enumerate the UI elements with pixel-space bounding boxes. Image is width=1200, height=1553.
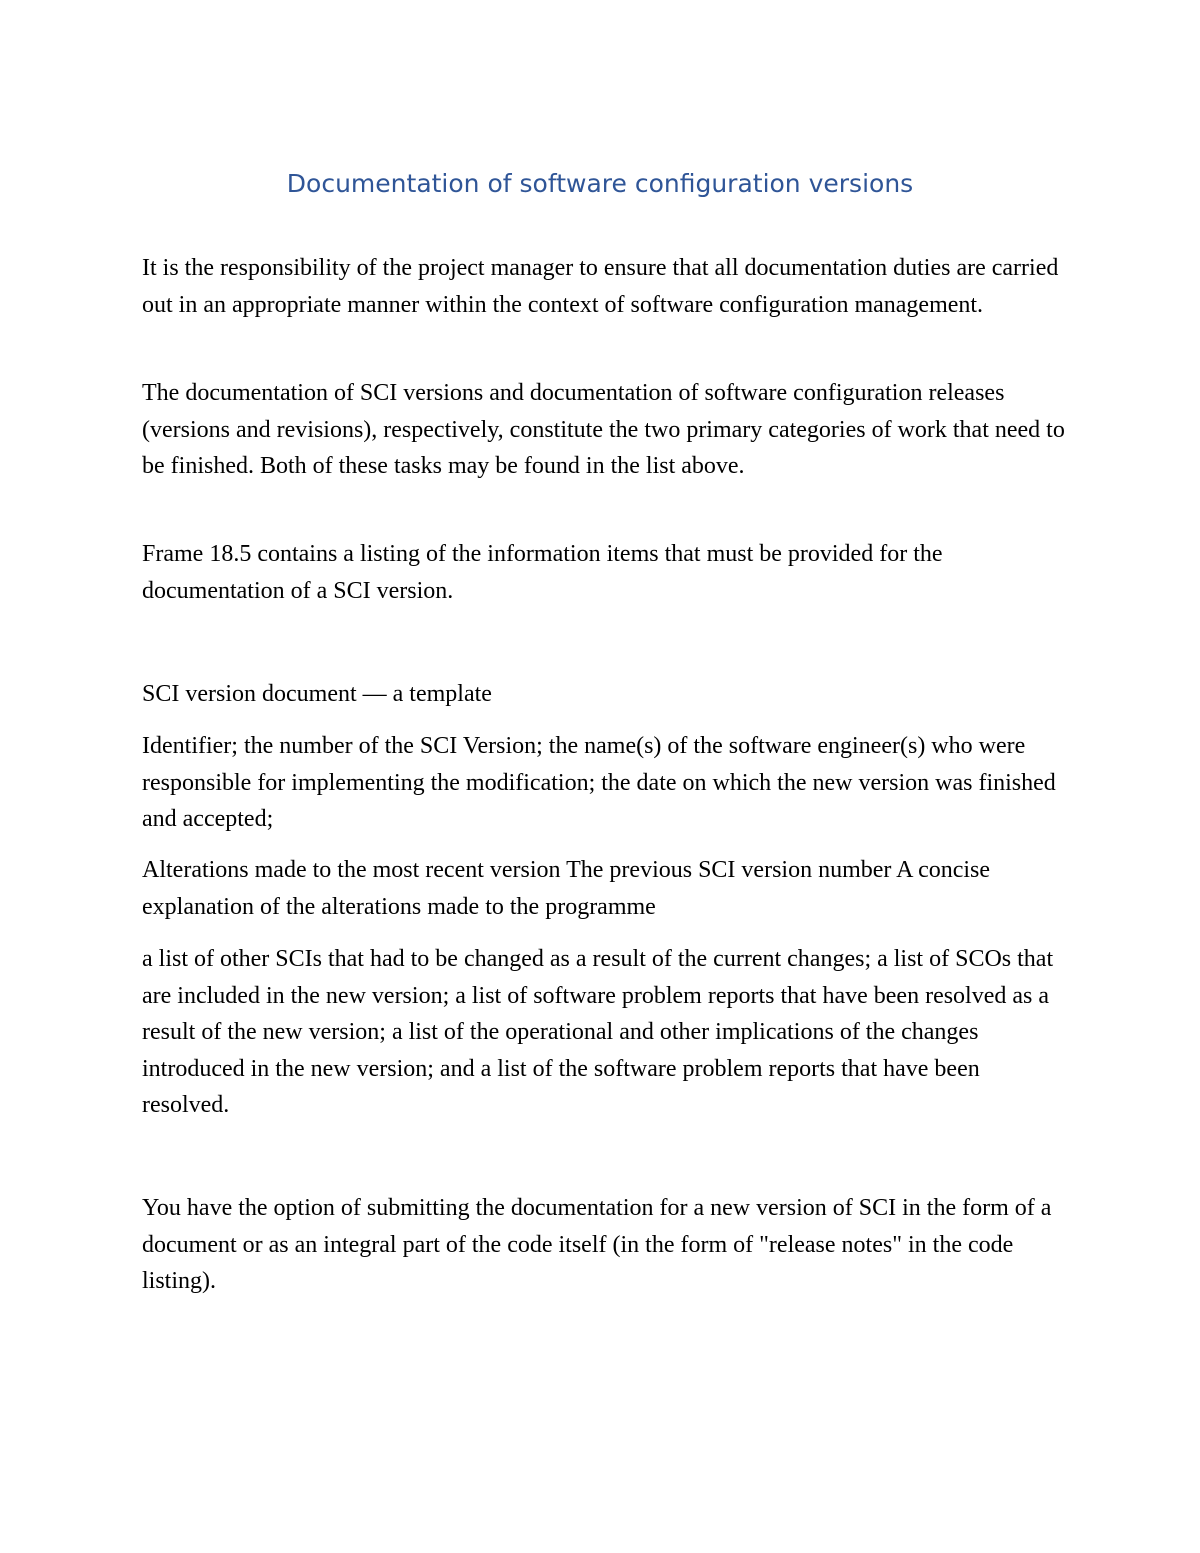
paragraph-frame-reference: Frame 18.5 contains a listing of the information items that must be provided for the documentation of a SCI version. — [142, 541, 943, 604]
document-title: Documentation of software configuration versions — [286, 169, 914, 198]
paragraph-lists: a list of other SCIs that had to be changed as a result of the current changes; a list of SCOs that are included in the new version; a list of software problem reports that have been resolved as a result of the new version; a list of the operational and other implications of the changes introduced in the new version; and a list of the software problem reports that have been resolved. — [142, 946, 1054, 1118]
section-heading-template: SCI version document — a template — [142, 681, 492, 707]
paragraph-responsibility: It is the responsibility of the project manager to ensure that all documentation duties are carried out in an appropriate manner within the context of software configuration management. — [142, 255, 1059, 318]
paragraph-alterations: Alterations made to the most recent version The previous SCI version number A concise explanation of the alterations made to the programme — [142, 857, 991, 920]
paragraph-identifier: Identifier; the number of the SCI Version; the name(s) of the software engineer(s) who were responsible for implementing the modification; the date on which the new version was finished and accepted; — [142, 733, 1056, 832]
paragraph-submission-option: You have the option of submitting the documentation for a new version of SCI in the form of a document or as an integral part of the code itself (in the form of "release notes" in the code listing). — [142, 1195, 1052, 1294]
paragraph-categories: The documentation of SCI versions and documentation of software configuration releases (versions and revisions), respectively, constitute the two primary categories of work that need to be finished. Both of these tasks may be found in the list above. — [142, 380, 1065, 479]
